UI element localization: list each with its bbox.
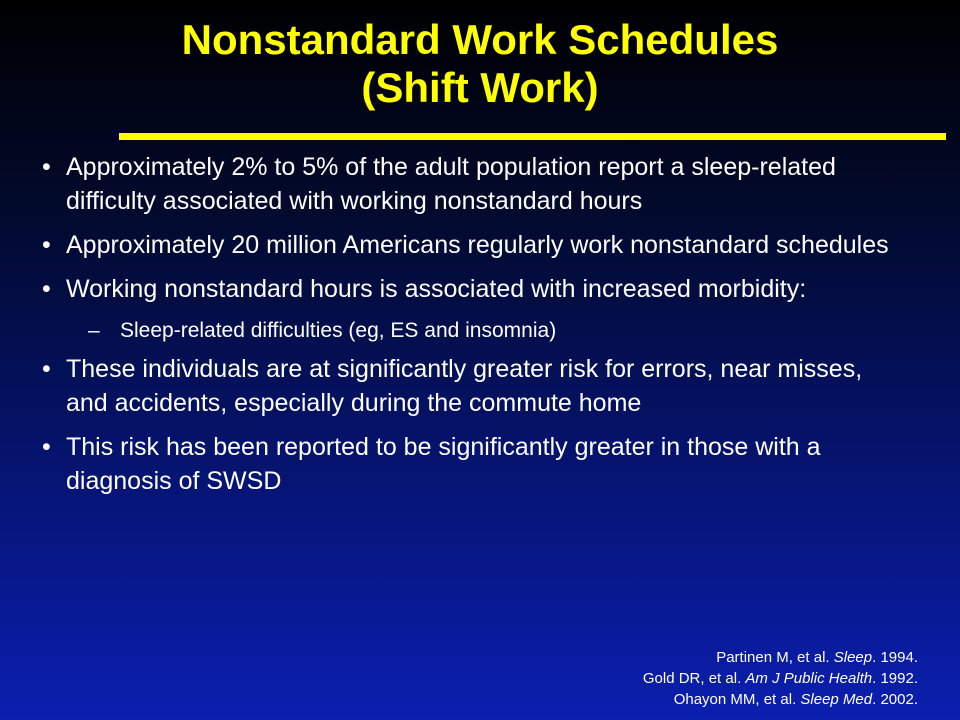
dash-icon: –: [88, 319, 100, 342]
bullet-text: Approximately 20 million Americans regularly work nonstandard schedules: [66, 231, 889, 259]
title-divider: [119, 133, 946, 140]
bullet-item-3: [40, 272, 900, 306]
title-line-1: Nonstandard Work Schedules: [181, 16, 779, 63]
bullet-dot-icon: •: [42, 231, 51, 259]
reference-item: Gold DR, et al. Am J Public Health. 1992.: [642, 670, 918, 687]
bullet-item-5: [40, 430, 900, 498]
title-line-2: (Shift Work): [361, 64, 599, 111]
bullet-dot-icon: •: [42, 433, 51, 461]
bullet-dot-icon: •: [42, 275, 51, 303]
sub-bullet-item: [40, 316, 900, 346]
bullet-text: Approximately 2% to 5% of the adult population report a sleep-related difficulty associated with working nonstandard hours: [66, 153, 836, 215]
references: [643, 647, 918, 710]
reference-item: Partinen M, et al. Sleep. 1994.: [716, 649, 918, 666]
bullet-text: These individuals are at significantly greater risk for errors, near misses, and accidents, especially during the commute home: [66, 355, 863, 417]
bullet-text: This risk has been reported to be significantly greater in those with a diagnosis of SWSD: [66, 433, 821, 495]
bullet-item-2: [40, 228, 900, 262]
bullet-text: Working nonstandard hours is associated with increased morbidity:: [66, 275, 807, 303]
bullet-item-4: [40, 352, 900, 420]
bullet-item-1: [40, 150, 900, 218]
bullet-dot-icon: •: [42, 355, 51, 383]
sub-bullet-text: Sleep-related difficulties (eg, ES and insomnia): [120, 319, 557, 342]
bullet-list: [40, 150, 900, 508]
bullet-dot-icon: •: [42, 153, 51, 181]
reference-item: Ohayon MM, et al. Sleep Med. 2002.: [673, 691, 918, 708]
slide-title: [0, 16, 960, 112]
